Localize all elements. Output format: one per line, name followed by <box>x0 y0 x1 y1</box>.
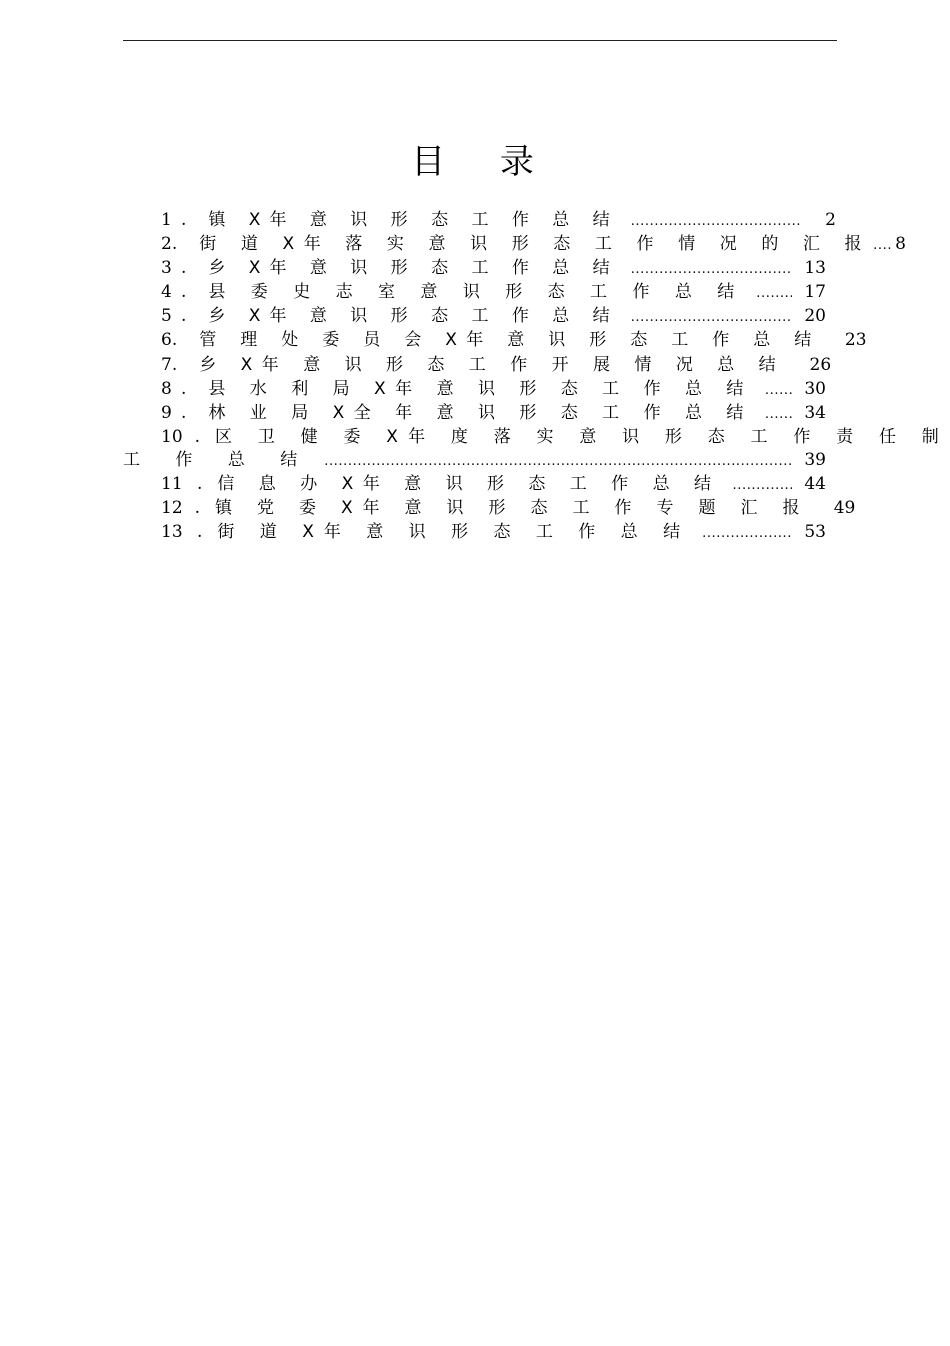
entry-number: 13 <box>161 522 183 543</box>
toc-entry[interactable] <box>123 497 856 521</box>
entry-number: 12 <box>161 498 183 519</box>
toc-entry[interactable] <box>123 426 949 449</box>
entry-number: 9 <box>161 402 172 423</box>
dot-leader <box>765 403 792 426</box>
entry-page: 17 <box>804 282 826 303</box>
entry-number: 10 <box>161 426 183 447</box>
entry-title: 林 业 局 X全 年 意 识 形 态 工 作 总 结 <box>208 402 753 423</box>
toc-entry[interactable] <box>123 329 867 353</box>
entry-title: 乡 X年 意 识 形 态 工 作 总 结 <box>208 306 619 327</box>
entry-title: 镇 X年 意 识 形 态 工 作 总 结 <box>208 210 619 230</box>
entry-number: 4 <box>161 282 172 303</box>
dot-leader <box>756 282 792 305</box>
entry-title: 街 道 X年 落 实 意 识 形 态 工 作 情 况 的 汇 报 <box>199 234 872 255</box>
toc-entry[interactable] <box>123 473 826 497</box>
entry-title: 镇 党 委 X年 意 识 形 态 工 作 专 题 汇 报 <box>215 498 810 519</box>
entry-title: 县 水 利 局 X年 意 识 形 态 工 作 总 结 <box>208 378 753 399</box>
entry-page: 26 <box>809 354 832 375</box>
entry-number: 6 <box>161 330 172 351</box>
table-of-contents <box>123 209 949 545</box>
toc-entry[interactable] <box>123 521 826 545</box>
toc-entry-continuation[interactable] <box>123 449 826 473</box>
entry-page: 49 <box>833 498 856 519</box>
entry-separator: . <box>194 426 201 447</box>
entry-separator: . <box>181 282 187 303</box>
entry-title: 街 道 X年 意 识 形 态 工 作 总 结 <box>217 522 691 543</box>
entry-separator: . <box>194 498 201 519</box>
entry-page: 44 <box>804 474 826 495</box>
dot-leader <box>631 210 802 233</box>
entry-title: 信 息 办 X年 意 识 形 态 工 作 总 结 <box>217 474 721 495</box>
entry-page: 20 <box>804 306 826 327</box>
entry-separator: . <box>181 378 187 399</box>
entry-separator: . <box>197 522 203 543</box>
entry-title: 乡 X年 意 识 形 态 工 作 总 结 <box>208 258 619 279</box>
dot-leader <box>631 258 792 281</box>
entry-page: 23 <box>844 330 867 351</box>
toc-heading: 目 录 <box>411 142 556 182</box>
entry-title-continued: 工 作 总 结 <box>123 449 313 470</box>
entry-page: 53 <box>804 522 826 543</box>
entry-separator: . <box>197 474 203 495</box>
entry-separator: . <box>171 354 178 375</box>
entry-page: 39 <box>804 449 826 470</box>
entry-page: 34 <box>804 402 826 423</box>
entry-title: 管 理 处 委 员 会 X年 意 识 形 态 工 作 总 结 <box>199 330 821 351</box>
entry-number: 2 <box>161 234 172 255</box>
header-rule <box>123 40 837 41</box>
dot-leader <box>631 306 792 329</box>
dot-leader <box>324 450 792 473</box>
entry-number: 3 <box>161 258 172 279</box>
entry-page: 2 <box>825 210 836 230</box>
entry-number: 5 <box>161 306 172 327</box>
entry-separator: . <box>181 306 187 327</box>
entry-separator: . <box>181 258 187 279</box>
toc-entry[interactable] <box>123 402 826 426</box>
toc-entry[interactable] <box>123 209 836 233</box>
entry-title: 区 卫 健 委 X年 度 落 实 意 识 形 态 工 作 责 任 制 <box>215 426 949 447</box>
entry-separator: . <box>181 210 187 230</box>
dot-leader <box>702 522 792 545</box>
dot-leader <box>765 379 792 402</box>
toc-entry[interactable] <box>123 305 826 329</box>
entry-number: 11 <box>161 474 183 495</box>
dot-leader <box>733 474 793 497</box>
entry-number: 1 <box>161 210 172 230</box>
entry-title: 县 委 史 志 室 意 识 形 态 工 作 总 结 <box>208 282 745 303</box>
toc-entry[interactable] <box>123 281 826 305</box>
entry-page: 13 <box>804 258 826 279</box>
entry-title: 乡 X年 意 识 形 态 工 作 开 展 情 况 总 结 <box>199 354 786 375</box>
toc-entry[interactable] <box>123 257 826 281</box>
entry-separator: . <box>171 330 178 351</box>
entry-page: 30 <box>804 378 826 399</box>
toc-entry[interactable] <box>123 378 826 402</box>
entry-separator: . <box>171 234 178 255</box>
entry-number: 7 <box>161 354 172 375</box>
entry-separator: . <box>181 402 187 423</box>
entry-number: 8 <box>161 378 172 399</box>
entry-page: 8 <box>895 234 906 255</box>
toc-entry[interactable] <box>123 354 832 378</box>
dot-leader <box>873 234 891 257</box>
toc-entry[interactable] <box>123 233 906 257</box>
